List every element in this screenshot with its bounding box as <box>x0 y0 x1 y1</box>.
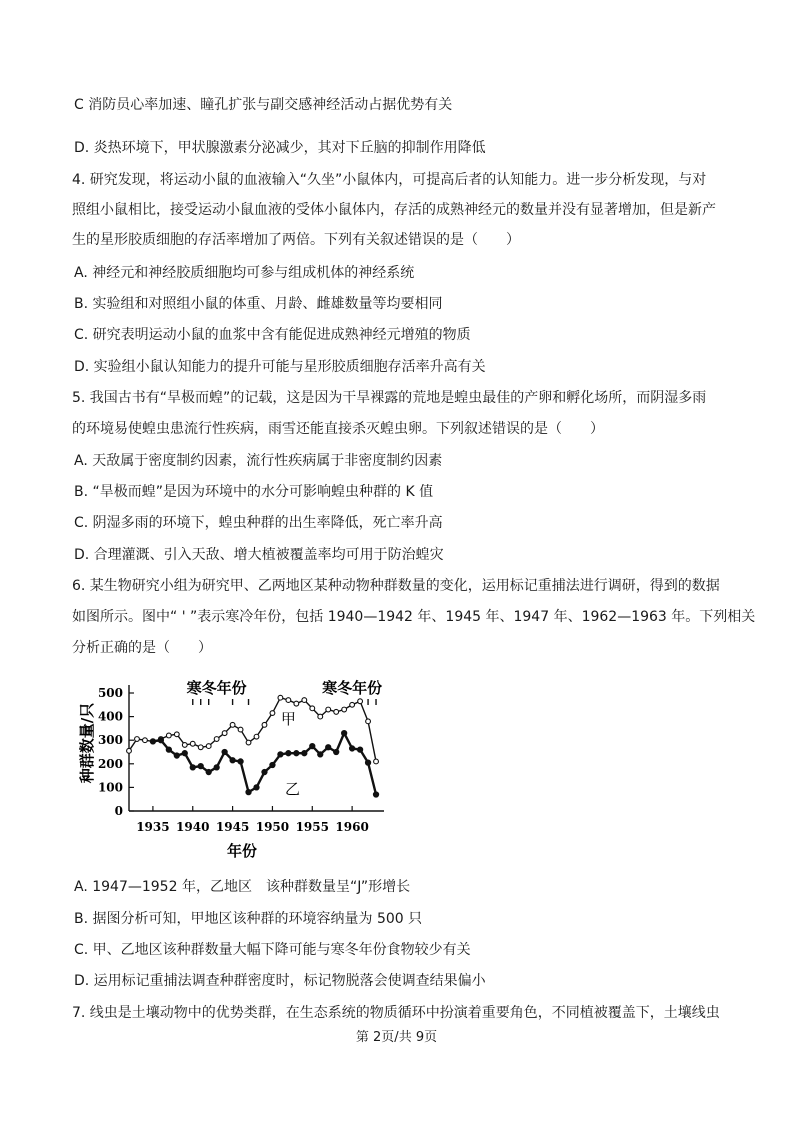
data-point <box>358 699 363 704</box>
data-point <box>357 747 362 752</box>
data-point <box>158 738 163 743</box>
cold-year-annotation: 寒冬年份 <box>186 679 247 697</box>
data-point <box>150 739 155 744</box>
data-point <box>174 732 179 737</box>
series-label: 乙 <box>284 780 300 799</box>
data-point <box>166 747 171 752</box>
data-point <box>135 737 140 742</box>
data-point <box>246 740 251 745</box>
data-point <box>222 731 227 736</box>
data-point <box>334 749 339 754</box>
cold-year-annotation: 寒冬年份 <box>322 679 383 697</box>
option-3c: C 消防员心率加速、瞳孔扩张与副交感神经活动占据优势有关 <box>74 97 453 113</box>
option-5d: D. 合理灌溉、引入天敌、增大植被覆盖率均可用于防治蝗灾 <box>74 547 444 563</box>
data-point <box>302 751 307 756</box>
data-point <box>238 759 243 764</box>
page-footer: 第 2页/共 9页 <box>355 1030 438 1045</box>
data-point <box>302 698 307 703</box>
data-point <box>198 764 203 769</box>
y-tick-label: 100 <box>97 780 123 795</box>
chart-series <box>127 695 379 798</box>
data-point <box>127 748 132 753</box>
question-6-line-2: 如图所示。图中“ ' ”表示寒冷年份，包括 1940—1942 年、1945 年、1947 年、1962—1963 年。下列相关 <box>72 609 756 625</box>
series-line-1 <box>153 733 376 794</box>
population-chart <box>74 668 419 868</box>
option-6b: B. 据图分析可知，甲地区该种群的环境容纳量为 500 只 <box>74 911 423 927</box>
x-tick-label: 1945 <box>215 820 250 834</box>
question-5-line-2: 的环境易使蝗虫患流行性疾病，雨雪还能直接杀灭蝗虫卵。下列叙述错误的是（ ） <box>72 421 604 437</box>
data-point <box>294 751 299 756</box>
question-6-line-1: 6. 某生物研究小组为研究甲、乙两地区某种动物种群数量的变化，运用标记重捕法进行调研，得到的数据 <box>72 578 720 594</box>
question-6-line-3: 分析正确的是（ ） <box>72 640 212 656</box>
data-point <box>373 792 378 797</box>
y-tick-label: 200 <box>97 756 123 771</box>
data-point <box>350 746 355 751</box>
data-point <box>182 751 187 756</box>
y-tick-label: 0 <box>114 804 123 818</box>
data-point <box>318 752 323 757</box>
data-point <box>238 727 243 732</box>
data-point <box>182 743 187 748</box>
data-point <box>374 759 379 764</box>
option-6c: C. 甲、乙地区该种群数量大幅下降可能与寒冬年份食物较少有关 <box>74 942 471 958</box>
data-point <box>342 731 347 736</box>
y-axis-label: 种群数量/只 <box>78 702 96 784</box>
question-5-line-1: 5. 我国古书有“旱极而蝗”的记载，这是因为干旱裸露的荒地是蝗虫最佳的产卵和孵化场所，而阴湿多雨 <box>72 390 707 406</box>
x-axis-label: 年份 <box>226 842 258 860</box>
x-tick-label: 1935 <box>136 820 170 834</box>
data-point <box>174 753 179 758</box>
data-point <box>230 758 235 763</box>
option-4b: B. 实验组和对照组小鼠的体重、月龄、雌雄数量等均要相同 <box>74 296 443 312</box>
data-point <box>326 707 331 712</box>
data-point <box>270 711 275 716</box>
series-label: 甲 <box>280 710 296 729</box>
option-5b: B. “旱极而蝗”是因为环境中的水分可影响蝗虫种群的 K 值 <box>74 484 434 500</box>
option-3d: D. 炎热环境下，甲状腺激素分泌减少，其对下丘脑的抑制作用降低 <box>74 140 486 156</box>
question-4-line-3: 生的星形胶质细胞的存活率增加了两倍。下列有关叙述错误的是（ ） <box>72 232 520 248</box>
data-point <box>278 695 283 700</box>
question-7-line-1: 7. 线虫是土壤动物中的优势类群，在生态系统的物质循环中扮演着重要角色，不同植被覆盖下，土壤线虫 <box>72 1005 720 1021</box>
data-point <box>318 714 323 719</box>
data-point <box>214 765 219 770</box>
data-point <box>262 722 267 727</box>
x-tick-label: 1955 <box>295 820 329 834</box>
data-point <box>262 769 267 774</box>
data-point <box>366 719 371 724</box>
y-tick-label: 500 <box>97 686 123 700</box>
data-point <box>190 741 195 746</box>
option-5a: A. 天敌属于密度制约因素，流行性疾病属于非密度制约因素 <box>74 453 443 469</box>
data-point <box>365 760 370 765</box>
data-point <box>286 751 291 756</box>
question-4-line-2: 照组小鼠相比，接受运动小鼠血液的受体小鼠体内，存活的成熟神经元的数量并没有显著增加，但是新产 <box>72 202 716 218</box>
y-tick-label: 300 <box>97 733 123 748</box>
data-point <box>326 745 331 750</box>
data-point <box>278 752 283 757</box>
data-point <box>190 765 195 770</box>
x-tick-label: 1960 <box>335 820 369 834</box>
data-point <box>222 749 227 754</box>
option-6a: A. 1947—1952 年，乙地区 该种群数量呈“J”形增长 <box>74 879 411 895</box>
data-point <box>198 745 203 750</box>
chart-annotations <box>187 679 382 705</box>
data-point <box>254 785 259 790</box>
option-4c: C. 研究表明运动小鼠的血浆中含有能促进成熟神经元增殖的物质 <box>74 327 471 343</box>
option-4d: D. 实验组小鼠认知能力的提升可能与星形胶质细胞存活率升高有关 <box>74 359 486 375</box>
data-point <box>294 701 299 706</box>
data-point <box>334 709 339 714</box>
question-4-line-1: 4. 研究发现，将运动小鼠的血液输入“久坐”小鼠体内，可提高后者的认知能力。进一步分析发现，与对 <box>72 172 707 188</box>
data-point <box>206 769 211 774</box>
data-point <box>310 744 315 749</box>
data-point <box>214 737 219 742</box>
option-4a: A. 神经元和神经胶质细胞均可参与组成机体的神经系统 <box>74 265 415 281</box>
data-point <box>230 722 235 727</box>
data-point <box>286 698 291 703</box>
data-point <box>310 706 315 711</box>
x-tick-label: 1950 <box>255 820 290 834</box>
data-point <box>254 734 259 739</box>
data-point <box>206 744 211 749</box>
data-point <box>143 738 148 743</box>
option-5c: C. 阴湿多雨的环境下，蝗虫种群的出生率降低，死亡率升高 <box>74 515 443 531</box>
x-tick-label: 1940 <box>176 820 210 834</box>
data-point <box>166 733 171 738</box>
option-6d: D. 运用标记重捕法调查种群密度时，标记物脱落会使调查结果偏小 <box>74 973 486 989</box>
y-tick-label: 400 <box>97 709 123 724</box>
data-point <box>342 707 347 712</box>
data-point <box>350 702 355 707</box>
data-point <box>246 790 251 795</box>
data-point <box>270 762 275 767</box>
